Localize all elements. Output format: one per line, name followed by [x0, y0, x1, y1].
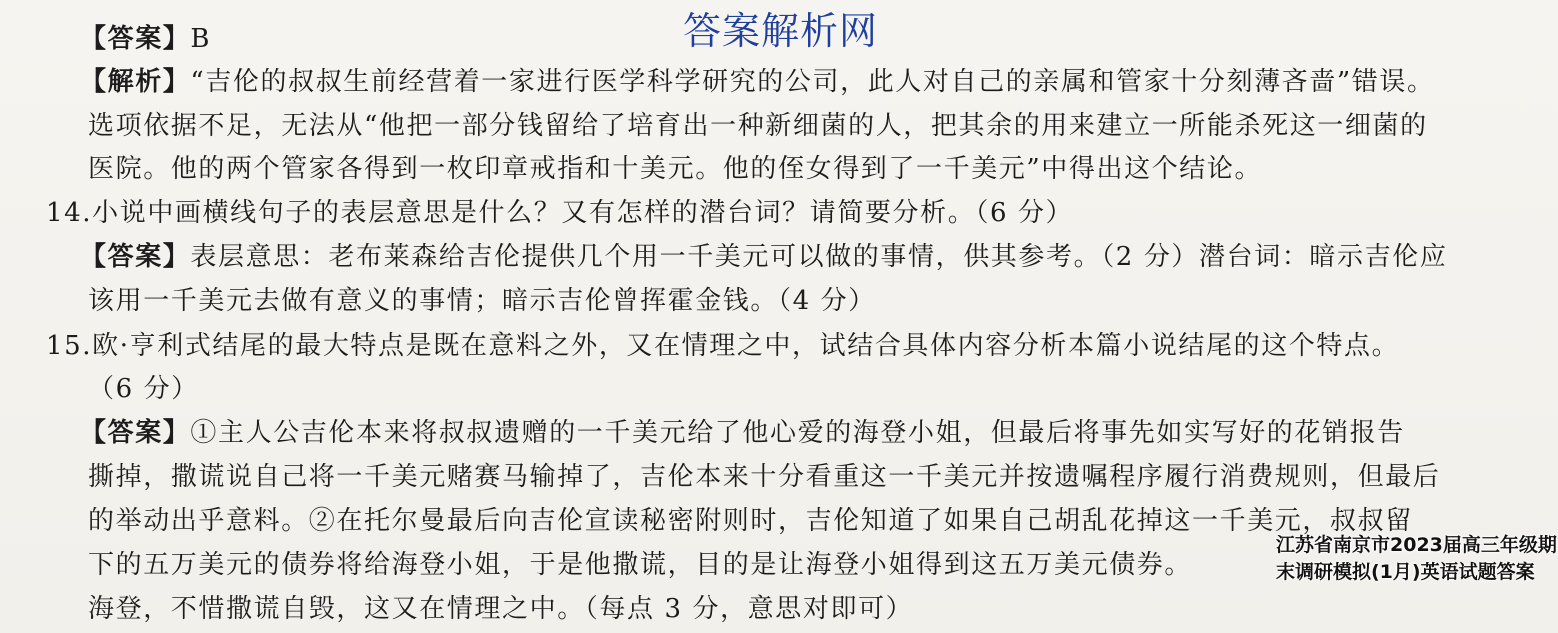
answer-15-line-5: 海登，不惜撒谎自毁，这又在情理之中。（每点 3 分，意思对即可）	[88, 594, 914, 624]
answer-15-line-1	[80, 416, 1405, 450]
analysis-tag: 【解析】	[80, 67, 191, 97]
answer-15-line-3: 的举动出乎意料。②在托尔曼最后向吉伦宣读秘密附则时，吉伦知道了如果自己胡乱花掉这一千美元，叔叔留	[88, 506, 1413, 536]
answer-13-value: B	[190, 24, 212, 54]
analysis-text-1: “吉伦的叔叔生前经营着一家进行医学科学研究的公司，此人对自己的亲属和管家十分刻薄吝啬”错误。	[190, 67, 1435, 97]
question-14	[46, 196, 1073, 230]
answer-14-text-1: 表层意思：老布莱森给吉伦提供几个用一千美元可以做的事情，供其参考。（2 分）潜台词：暗示吉伦应	[190, 242, 1448, 272]
answer-tag: 【答案】	[80, 418, 191, 448]
answer-13-line	[80, 22, 211, 56]
answer-tag: 【答案】	[80, 242, 191, 272]
question-14-text: 小说中画横线句子的表层意思是什么？又有怎样的潜台词？请简要分析。（6 分）	[92, 198, 1074, 228]
exam-title-overlay: 江苏省南京市2023届高三年级期末调研模拟(1月)英语试题答案	[1276, 534, 1557, 583]
question-15-score: （6 分）	[88, 374, 199, 404]
answer-15-line-4: 下的五万美元的债券将给海登小姐，于是他撒谎，目的是让海登小姐得到这五万美元债券。	[88, 550, 1193, 580]
question-15-text: 欧·亨利式结尾的最大特点是既在意料之外，又在情理之中，试结合具体内容分析本篇小说结尾的这个特点。	[92, 331, 1400, 361]
answer-15-line-2: 撕掉，撒谎说自己将一千美元赌赛马输掉了，吉伦本来十分看重这一千美元并按遗嘱程序履行消费规则，但最后	[88, 462, 1441, 492]
answer-14-line-2: 该用一千美元去做有意义的事情；暗示吉伦曾挥霍金钱。（4 分）	[88, 286, 876, 316]
answer-14-line-1	[80, 240, 1447, 274]
question-15	[46, 329, 1399, 363]
answer-15-text-1: ①主人公吉伦本来将叔叔遗赠的一千美元给了他心爱的海登小姐，但最后将事先如实写好的花销报告	[190, 418, 1405, 448]
analysis-line-2: 选项依据不足，无法从“他把一部分钱留给了培育出一种新细菌的人，把其余的用来建立一所能杀死这一细菌的	[88, 111, 1428, 141]
answer-tag: 【答案】	[80, 24, 191, 54]
analysis-line-3: 医院。他的两个管家各得到一枚印章戒指和十美元。他的侄女得到了一千美元”中得出这个结论。	[88, 154, 1263, 184]
question-14-number: 14.	[46, 198, 93, 228]
question-15-number: 15.	[46, 331, 93, 361]
analysis-line-1	[80, 65, 1435, 99]
site-watermark: 答案解析网	[683, 9, 879, 53]
